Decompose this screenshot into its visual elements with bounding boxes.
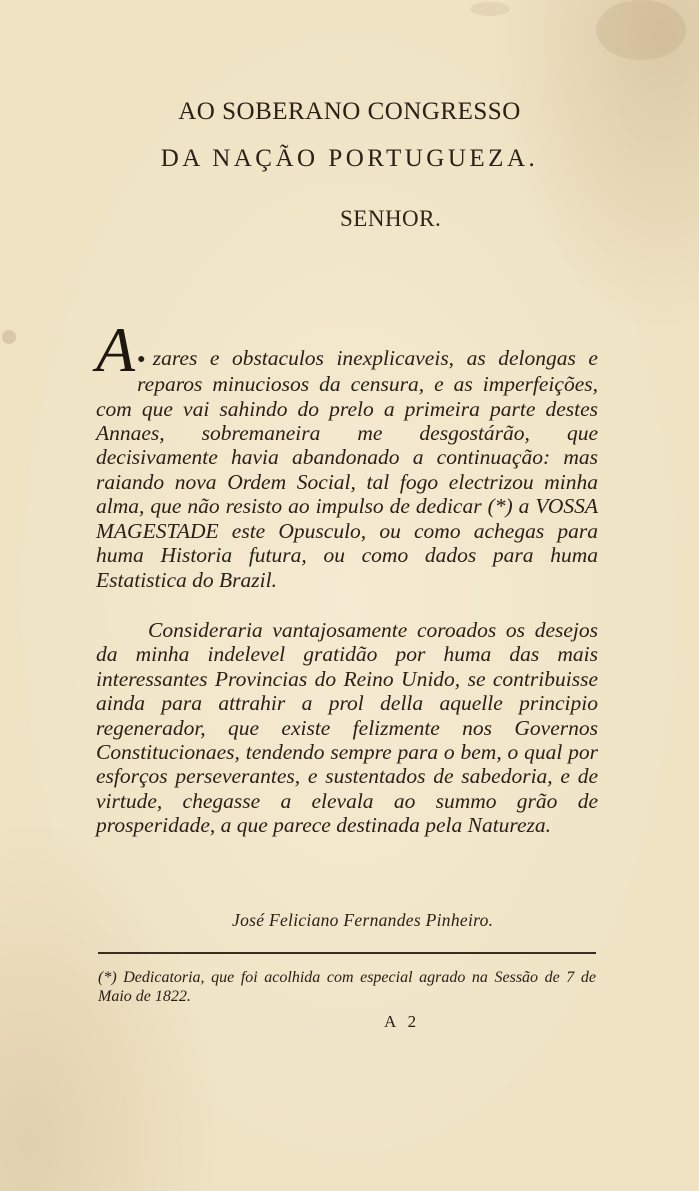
author-signature: José Feliciano Fernandes Pinheiro. [232,910,494,930]
dedication-title-line-2: DA NAÇÃO PORTUGUEZA. [160,145,539,172]
printer-signature-mark: A 2 [384,1012,421,1031]
dedication-title-line-1: AO SOBERANO CONGRESSO [178,98,521,125]
paper-stain [2,330,16,344]
footnote-divider [98,952,596,954]
drop-cap: A [96,314,136,385]
paragraph-2: Consideraria vantajosamente coroados os desejos da minha indelevel gratidão por huma das mais interessantes Provincias do Reino Unido, se contribuisse ainda para attrahir a prol della aquelle principio regenerador, que existe felizmente nos Governos Constitucionaes, tendendo sempre para o bem, o qual por esforços perseverantes, e sustentados de sabedoria, e de virtude, chegasse a elevala ao summo grão de prosperidade, a que parece destinada pela Natureza. [96,618,598,838]
salutation: SENHOR. [340,206,442,231]
footnote: (*) Dedicatoria, que foi acolhida com especial agrado na Sessão de 7 de Maio de 1822. [98,969,596,1005]
paragraph-1 [96,314,598,592]
paragraph-1-text: zares e obstaculos inexplicaveis, as delongas e reparos minuciosos da censura, e as imperfeições, com que vai sahindo do prelo a primeira parte destes Annaes, sobremaneira me desgostárão, que decisivamente havia abandonado a continuação: mas raiando nova Ordem Social, tal fogo electrizou minha alma, que não resisto ao impulso de dedicar (*) a VOSSA MAGESTADE este Opusculo, ou como achegas para huma Historia futura, ou como dados para huma Estatistica do Brazil. [96,346,598,592]
fleuron-icon: ● [137,351,153,367]
paper-stain [596,0,686,60]
paper-stain [470,2,510,16]
